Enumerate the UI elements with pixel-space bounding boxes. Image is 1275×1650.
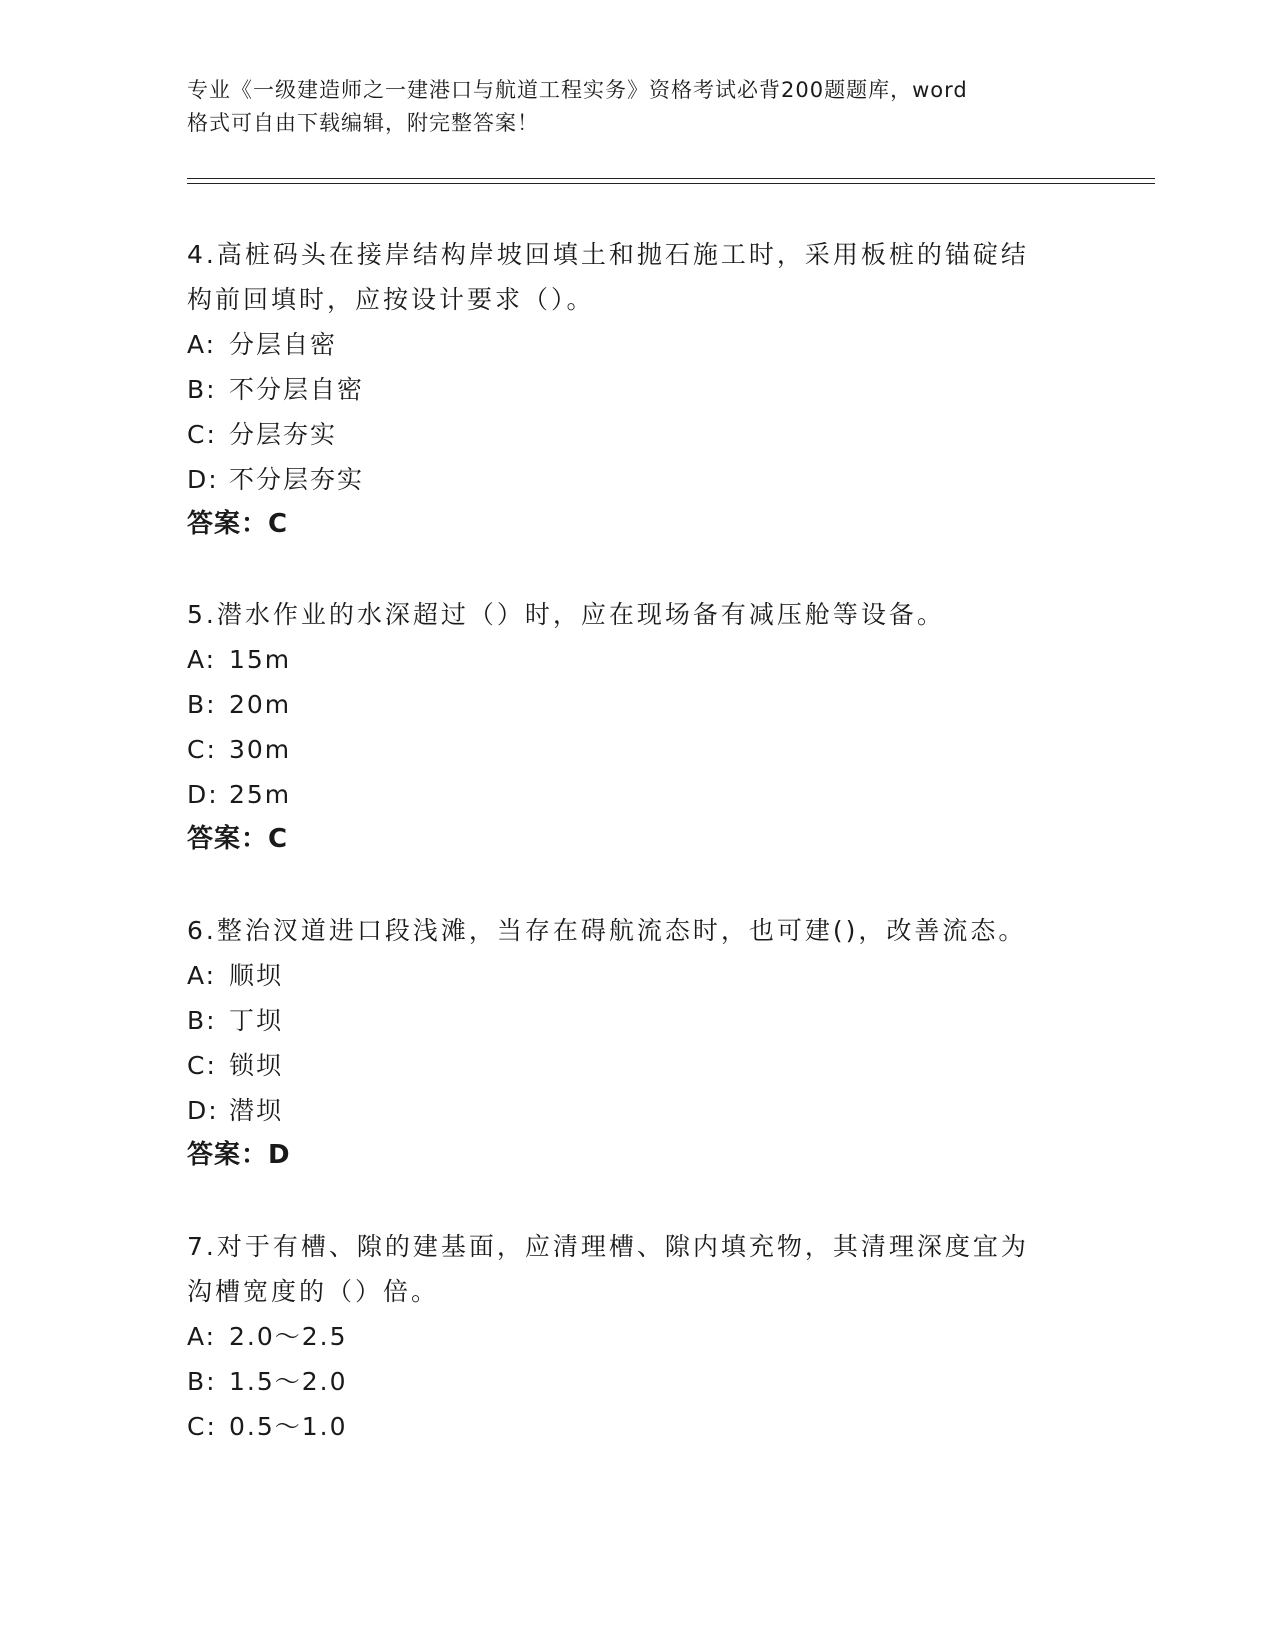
option-b	[187, 367, 1067, 412]
answer-line: 答案：D	[187, 1140, 291, 1170]
option-label: A:	[187, 330, 217, 359]
option-d	[187, 772, 1067, 817]
option-text: 分层夯实	[229, 420, 338, 449]
option-label: D:	[187, 1096, 219, 1125]
option-d	[187, 1088, 1067, 1133]
option-text: 2.0～2.5	[229, 1322, 348, 1351]
question-6	[187, 908, 1067, 1178]
option-label: B:	[187, 690, 217, 719]
question-stem-line: 构前回填时，应按设计要求（）。	[187, 285, 595, 314]
option-text: 25m	[229, 780, 292, 809]
option-label: A:	[187, 1322, 217, 1351]
header-line-1: 专业《一级建造师之一建港口与航道工程实务》资格考试必背200题题库，word	[187, 78, 968, 102]
question-5	[187, 592, 1067, 862]
option-label: A:	[187, 645, 217, 674]
option-label: B:	[187, 1006, 217, 1035]
option-b	[187, 682, 1067, 727]
option-label: C:	[187, 1412, 217, 1441]
question-stem-line: 5.潜水作业的水深超过（）时，应在现场备有减压舱等设备。	[187, 600, 945, 629]
option-a	[187, 1314, 1067, 1359]
option-text: 分层自密	[229, 330, 338, 359]
question-stem-line: 沟槽宽度的（）倍。	[187, 1277, 440, 1306]
question-stem-line: 4.高桩码头在接岸结构岸坡回填土和抛石施工时，采用板桩的锚碇结	[187, 240, 1029, 269]
option-text: 0.5～1.0	[229, 1412, 348, 1441]
answer-line: 答案：C	[187, 509, 289, 539]
document-header	[187, 74, 1067, 140]
option-text: 锁坝	[229, 1051, 284, 1080]
option-c	[187, 1404, 1067, 1449]
question-stem-line: 7.对于有槽、隙的建基面，应清理槽、隙内填充物，其清理深度宜为	[187, 1232, 1029, 1261]
option-label: C:	[187, 1051, 217, 1080]
option-text: 30m	[229, 735, 292, 764]
option-a	[187, 322, 1067, 367]
option-text: 不分层夯实	[229, 465, 365, 494]
option-label: D:	[187, 465, 219, 494]
option-label: A:	[187, 961, 217, 990]
option-c	[187, 1043, 1067, 1088]
header-divider-top	[187, 178, 1155, 179]
option-label: B:	[187, 375, 217, 404]
header-line-2: 格式可自由下载编辑，附完整答案！	[187, 111, 539, 135]
header-divider-bottom	[187, 183, 1155, 184]
option-text: 丁坝	[229, 1006, 284, 1035]
option-label: B:	[187, 1367, 217, 1396]
option-text: 15m	[229, 645, 292, 674]
option-text: 顺坝	[229, 961, 284, 990]
option-label: C:	[187, 735, 217, 764]
option-c	[187, 412, 1067, 457]
option-a	[187, 637, 1067, 682]
option-text: 20m	[229, 690, 292, 719]
answer-line: 答案：C	[187, 824, 289, 854]
question-4	[187, 232, 1067, 547]
option-label: D:	[187, 780, 219, 809]
option-d	[187, 457, 1067, 502]
option-text: 1.5～2.0	[229, 1367, 348, 1396]
option-b	[187, 1359, 1067, 1404]
option-c	[187, 727, 1067, 772]
option-label: C:	[187, 420, 217, 449]
option-b	[187, 998, 1067, 1043]
question-7	[187, 1224, 1067, 1449]
option-text: 不分层自密	[229, 375, 365, 404]
option-a	[187, 953, 1067, 998]
option-text: 潜坝	[229, 1096, 284, 1125]
question-stem-line: 6.整治汊道进口段浅滩，当存在碍航流态时，也可建()，改善流态。	[187, 916, 1027, 945]
